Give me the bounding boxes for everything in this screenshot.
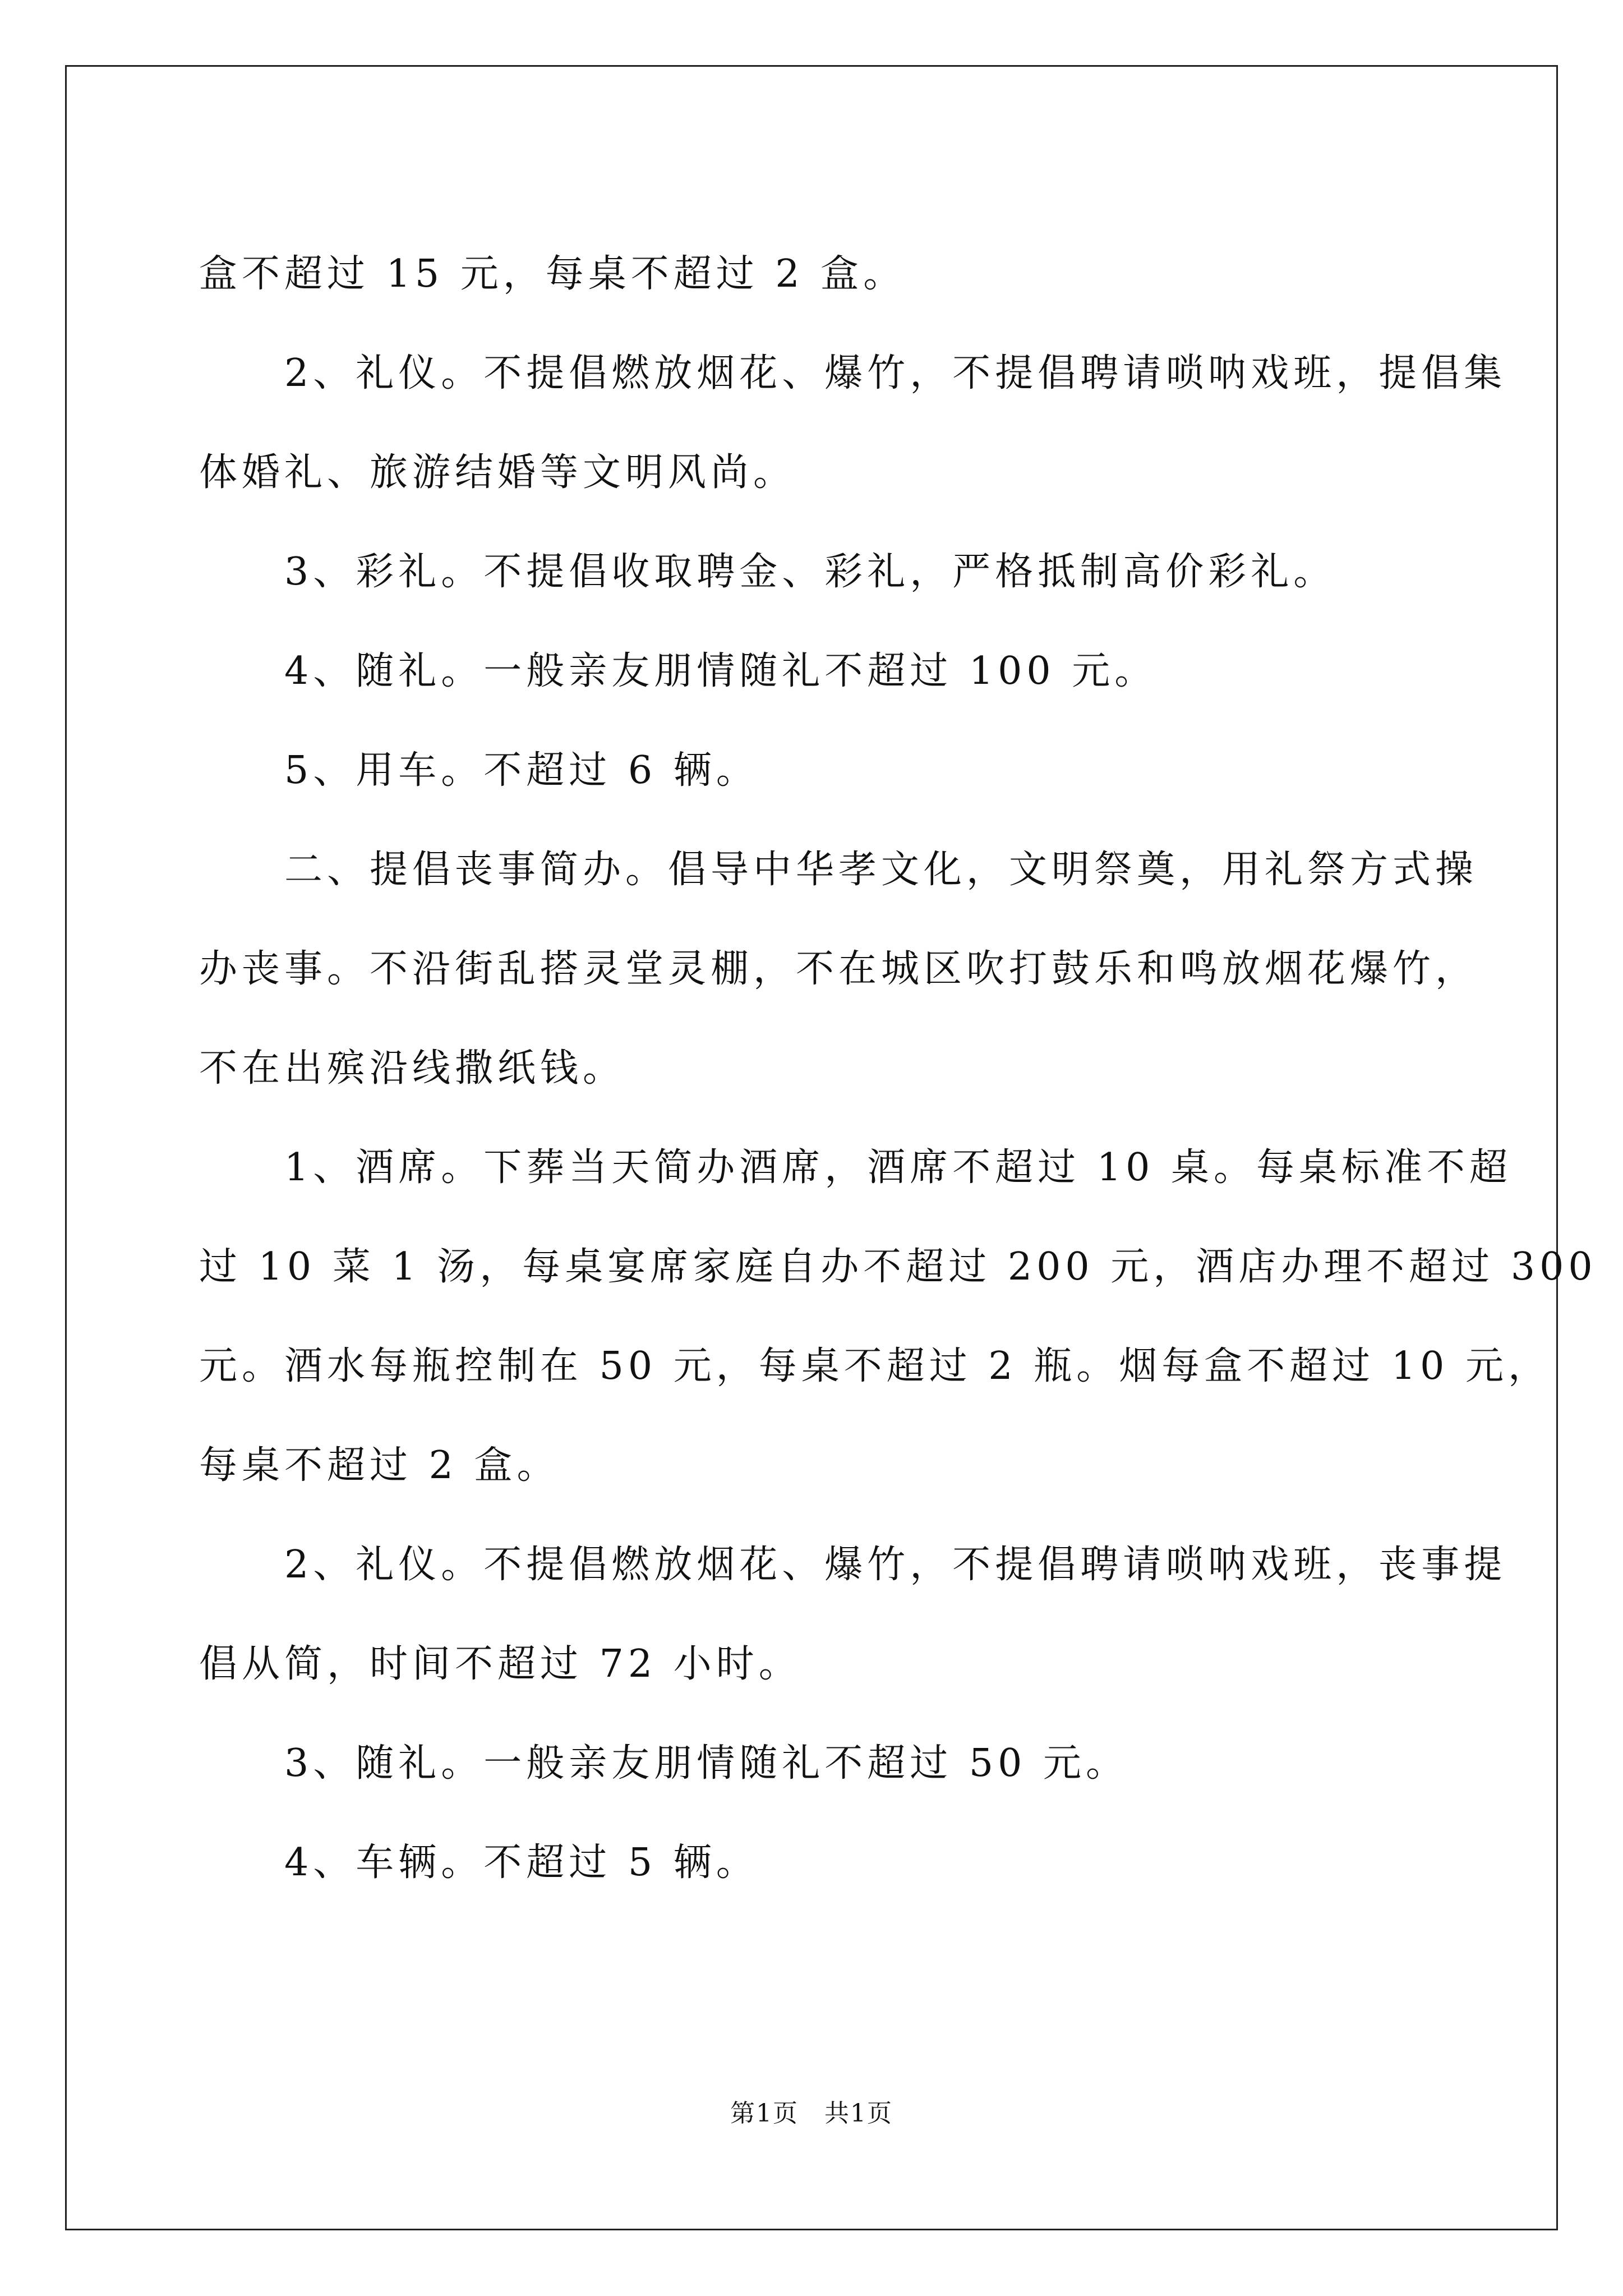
paragraph-line: 4、车辆。不超过 5 辆。: [199, 1841, 759, 1885]
paragraph-line: 办丧事。不沿街乱搭灵堂灵棚，不在城区吹打鼓乐和鸣放烟花爆竹，: [199, 947, 1478, 991]
paragraph-line: 1、酒席。下葬当天简办酒席，酒席不超过 10 桌。每桌标准不超: [199, 1145, 1513, 1190]
paragraph-line: 元。酒水每瓶控制在 50 元，每桌不超过 2 瓶。烟每盒不超过 10 元，: [199, 1344, 1551, 1388]
paragraph-line: 二、提倡丧事简办。倡导中华孝文化，文明祭奠，用礼祭方式操: [199, 848, 1478, 892]
paragraph-line: 过 10 菜 1 汤，每桌宴席家庭自办不超过 200 元，酒店办理不超过 300: [199, 1245, 1597, 1289]
paragraph-line: 2、礼仪。不提倡燃放烟花、爆竹，不提倡聘请唢呐戏班，丧事提: [199, 1543, 1507, 1587]
paragraph-line: 2、礼仪。不提倡燃放烟花、爆竹，不提倡聘请唢呐戏班，提倡集: [199, 351, 1507, 395]
paragraph-line: 每桌不超过 2 盒。: [199, 1443, 560, 1488]
paragraph-line: 倡从简，时间不超过 72 小时。: [199, 1642, 801, 1686]
page-footer: 第1页 共1页: [730, 2099, 893, 2128]
paragraph-line: 体婚礼、旅游结婚等文明风尚。: [199, 450, 796, 495]
paragraph-line: 不在出殡沿线撒纸钱。: [199, 1046, 626, 1091]
paragraph-line: 4、随礼。一般亲友朋情随礼不超过 100 元。: [199, 649, 1158, 693]
paragraph-line: 3、彩礼。不提倡收取聘金、彩礼，严格抵制高价彩礼。: [199, 550, 1336, 594]
document-body: [199, 224, 1597, 1912]
paragraph-line: 盒不超过 15 元，每桌不超过 2 盒。: [199, 252, 906, 296]
paragraph-line: 5、用车。不超过 6 辆。: [199, 748, 759, 793]
paragraph-line: 3、随礼。一般亲友朋情随礼不超过 50 元。: [199, 1741, 1129, 1786]
